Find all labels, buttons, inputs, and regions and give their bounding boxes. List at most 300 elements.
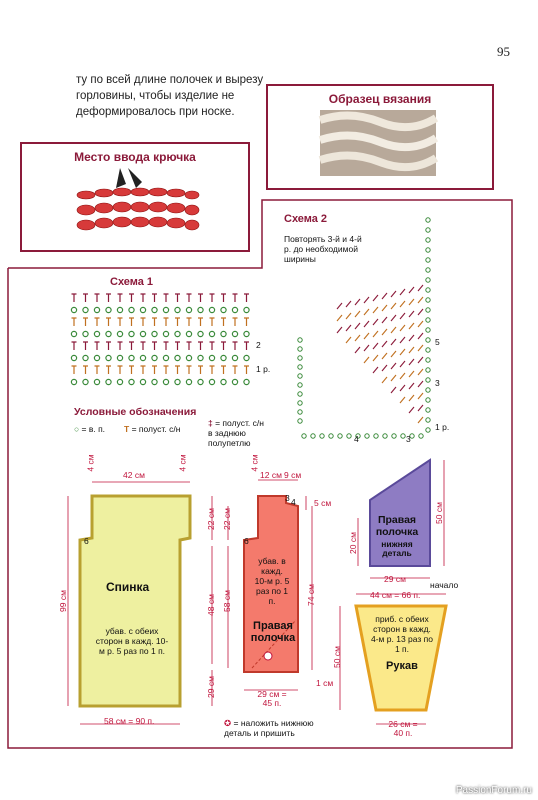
chain-stitch [198, 307, 203, 312]
chain-stitch [83, 355, 88, 360]
chain-stitch [426, 358, 430, 362]
half-stitch [382, 305, 387, 311]
half-stitch [364, 357, 369, 363]
half-stitch [106, 342, 111, 350]
chain-stitch [244, 355, 249, 360]
half-stitch [373, 307, 378, 313]
half-stitch [106, 318, 111, 326]
chain-stitch [198, 355, 203, 360]
half-stitch [355, 311, 360, 317]
chain-stitch [320, 434, 324, 438]
lower-start: начало [430, 580, 459, 590]
front-h-top: 22 см [221, 508, 232, 530]
front-bottom: 29 см = 45 п. [257, 689, 287, 708]
chain-stitch [347, 434, 351, 438]
half-stitch [418, 357, 423, 363]
front-three: 3 [285, 493, 290, 503]
chain-stitch [186, 355, 191, 360]
half-stitch [373, 355, 378, 361]
half-stitch [72, 294, 77, 302]
chain-stitch [209, 331, 214, 336]
half-stitch [198, 294, 203, 302]
half-stitch [409, 371, 414, 377]
half-stitch [373, 295, 378, 301]
half-stitch [418, 405, 423, 411]
half-stitch [418, 381, 423, 387]
scheme2-bottom4: 4 [354, 434, 359, 444]
half-stitch [400, 361, 405, 367]
chain-stitch [221, 331, 226, 336]
chain-stitch [221, 379, 226, 384]
half-stitch [400, 373, 405, 379]
back-side-left: 4 см [85, 454, 96, 472]
chain-stitch [426, 228, 430, 232]
chain-stitch [244, 307, 249, 312]
chain-stitch [175, 355, 180, 360]
half-stitch [373, 367, 378, 373]
chain-stitch [186, 331, 191, 336]
chain-stitch [426, 338, 430, 342]
chain-stitch [298, 356, 302, 360]
half-stitch [221, 294, 226, 302]
half-stitch [346, 313, 351, 319]
back-top-width: 42 см [123, 470, 145, 480]
chain-stitch [298, 392, 302, 396]
back-h-bot: 29 см [205, 676, 216, 698]
scheme1-row2: 2 [256, 340, 261, 350]
back-side-right: 4 см [177, 454, 188, 472]
half-stitch [382, 353, 387, 359]
half-stitch [210, 342, 215, 350]
chain-stitch [232, 331, 237, 336]
back-h-mid: 48 см [205, 594, 216, 616]
chain-stitch [129, 355, 134, 360]
chain-stitch [152, 379, 157, 384]
half-stitch [382, 293, 387, 299]
back-bottom: 58 см = 90 п. [104, 716, 155, 726]
front-top-right: 9 см [284, 470, 302, 480]
back-note: убав. с обеих сторон в кажд. 10-м р. 5 раз по 1 п. [95, 626, 169, 656]
half-stitch [83, 366, 88, 374]
half-stitch [409, 287, 414, 293]
half-stitch [418, 309, 423, 315]
chain-stitch [374, 434, 378, 438]
chain-stitch [426, 278, 430, 282]
half-stitch [391, 363, 396, 369]
half-stitch [418, 417, 423, 423]
half-stitch [373, 319, 378, 325]
chain-stitch [426, 388, 430, 392]
half-stitch [152, 318, 157, 326]
half-stitch [400, 337, 405, 343]
chain-stitch [106, 355, 111, 360]
chain-stitch [152, 307, 157, 312]
chain-stitch [152, 355, 157, 360]
legend-title: Условные обозначения [74, 406, 197, 418]
chain-stitch [152, 331, 157, 336]
half-stitch [187, 366, 192, 374]
chain-stitch [83, 379, 88, 384]
chain-stitch [71, 379, 76, 384]
chain-stitch [106, 331, 111, 336]
half-stitch [400, 313, 405, 319]
half-stitch [129, 342, 134, 350]
chain-stitch [140, 355, 145, 360]
front-h-bot: 1 см [316, 678, 334, 688]
half-stitch [391, 327, 396, 333]
attach-note [224, 718, 324, 738]
legend-half-text: = полуст. с/н [131, 424, 181, 434]
half-stitch [244, 366, 249, 374]
chain-stitch [117, 307, 122, 312]
chain-stitch [106, 307, 111, 312]
half-stitch [391, 339, 396, 345]
scheme2-title: Схема 2 [284, 213, 328, 225]
chain-stitch [163, 331, 168, 336]
chain-stitch [198, 331, 203, 336]
chain-stitch [186, 307, 191, 312]
half-stitch [355, 347, 360, 353]
half-stitch [364, 309, 369, 315]
half-stitch [418, 393, 423, 399]
half-stitch [391, 315, 396, 321]
chain-stitch [298, 365, 302, 369]
legend-half [124, 424, 180, 434]
chain-stitch [298, 410, 302, 414]
half-stitch [152, 366, 157, 374]
half-stitch [164, 342, 169, 350]
chain-stitch [198, 379, 203, 384]
chain-stitch [298, 383, 302, 387]
scheme2-note: Повторять 3-й и 4-й р. до необходимой ширины [284, 234, 362, 264]
lower-title: Правая полочка [375, 514, 419, 538]
half-stitch [391, 387, 396, 393]
half-stitch [418, 345, 423, 351]
chain-stitch [298, 419, 302, 423]
front-h-right: 5 см [314, 498, 332, 508]
legend-vp [74, 424, 105, 434]
scheme1-row1: 1 р. [256, 364, 271, 374]
half-stitch [83, 318, 88, 326]
chain-stitch [426, 238, 430, 242]
chain-stitch [244, 379, 249, 384]
chain-stitch [298, 401, 302, 405]
front-title: Правая полочка [250, 620, 296, 644]
half-stitch [187, 318, 192, 326]
lower-height: 50 см [433, 502, 444, 524]
legend-half-back [208, 418, 268, 448]
half-stitch [152, 294, 157, 302]
chain-stitch [365, 434, 369, 438]
half-stitch [391, 303, 396, 309]
half-stitch [187, 342, 192, 350]
chain-stitch [83, 331, 88, 336]
chain-stitch [71, 355, 76, 360]
chain-stitch [106, 379, 111, 384]
chain-stitch [419, 434, 423, 438]
half-stitch [175, 342, 180, 350]
half-stitch [400, 325, 405, 331]
sleeve-title: Рукав [386, 660, 418, 672]
half-stitch [418, 285, 423, 291]
half-stitch [364, 345, 369, 351]
half-stitch [118, 294, 123, 302]
chain-stitch [426, 268, 430, 272]
scheme2-row1: 1 р. [435, 422, 450, 432]
half-stitch [400, 289, 405, 295]
chain-stitch [140, 331, 145, 336]
sample-box [266, 84, 494, 190]
half-stitch [355, 299, 360, 305]
half-stitch [382, 377, 387, 383]
half-stitch [382, 317, 387, 323]
legend-half-back-text: = полуст. с/н в заднюю полупетлю [208, 418, 264, 448]
back-h-top: 22 см [205, 508, 216, 530]
chain-stitch [383, 434, 387, 438]
chain-stitch [426, 348, 430, 352]
half-stitch [244, 318, 249, 326]
half-stitch [221, 366, 226, 374]
half-stitch [418, 369, 423, 375]
chain-stitch [83, 307, 88, 312]
chain-stitch [209, 379, 214, 384]
half-stitch [244, 342, 249, 350]
chain-stitch [117, 379, 122, 384]
chain-stitch [221, 307, 226, 312]
half-stitch [409, 383, 414, 389]
half-stitch [198, 342, 203, 350]
half-stitch [175, 294, 180, 302]
chain-stitch [221, 355, 226, 360]
intro-text: ту по всей длине полочек и вырезу горловины, чтобы изделие не деформировалось при носке. [76, 74, 264, 118]
half-stitch [210, 294, 215, 302]
sleeve-height: 50 см [331, 646, 342, 668]
half-stitch [198, 318, 203, 326]
half-stitch [346, 301, 351, 307]
chain-stitch [129, 331, 134, 336]
half-stitch-icon: T [124, 424, 130, 434]
half-stitch [400, 397, 405, 403]
scheme2-row5: 5 [435, 337, 440, 347]
scheme1-title: Схема 1 [110, 276, 154, 288]
sleeve-note: приб. с обеих сторон в кажд. 4-м р. 13 раз по 1 п. [371, 614, 433, 654]
chain-stitch [232, 355, 237, 360]
half-stitch [391, 351, 396, 357]
chain-stitch [71, 331, 76, 336]
front-top-left: 4 см [249, 454, 260, 472]
back-piece-shape [80, 496, 190, 706]
sleeve-top: 44 см = 66 п. [370, 590, 421, 600]
chain-stitch [175, 331, 180, 336]
half-stitch [210, 366, 215, 374]
half-stitch [337, 303, 342, 309]
front-four: 4 [291, 497, 296, 507]
half-stitch [391, 375, 396, 381]
lower-bottom: 29 см [384, 574, 406, 584]
chain-stitch [209, 307, 214, 312]
half-stitch [95, 342, 100, 350]
half-stitch [337, 315, 342, 321]
half-stitch [72, 366, 77, 374]
chain-stitch [426, 378, 430, 382]
chain-stitch [163, 307, 168, 312]
chain-stitch [244, 331, 249, 336]
half-stitch [210, 318, 215, 326]
chain-stitch [338, 434, 342, 438]
half-stitch [364, 321, 369, 327]
half-stitch [355, 335, 360, 341]
half-stitch [106, 366, 111, 374]
chain-stitch [426, 218, 430, 222]
half-stitch [141, 366, 146, 374]
front-six: 6 [244, 536, 249, 546]
half-stitch [118, 342, 123, 350]
half-stitch [364, 333, 369, 339]
half-stitch [337, 327, 342, 333]
chain-stitch [94, 307, 99, 312]
half-stitch [233, 366, 238, 374]
chain-stitch [329, 434, 333, 438]
chain-stitch [426, 428, 430, 432]
half-stitch [400, 301, 405, 307]
half-stitch [164, 318, 169, 326]
chain-stitch [426, 288, 430, 292]
half-stitch [198, 366, 203, 374]
chain-stitch [129, 379, 134, 384]
half-stitch [409, 359, 414, 365]
chain-stitch [298, 338, 302, 342]
chain-stitch [71, 307, 76, 312]
legend-vp-text: = в. п. [81, 424, 106, 434]
chain-stitch [175, 379, 180, 384]
half-stitch [95, 294, 100, 302]
half-stitch [418, 333, 423, 339]
half-stitch [233, 342, 238, 350]
front-h-mid: 58 см [221, 590, 232, 612]
lower-left-h: 20 см [347, 532, 358, 554]
chain-stitch [426, 328, 430, 332]
half-stitch [141, 294, 146, 302]
chain-stitch [311, 434, 315, 438]
half-stitch [346, 337, 351, 343]
vp-icon: ○ [74, 424, 80, 434]
chain-stitch [232, 307, 237, 312]
half-stitch [409, 311, 414, 317]
chain-stitch [298, 374, 302, 378]
half-stitch [164, 294, 169, 302]
half-stitch [141, 342, 146, 350]
lower-subtitle: нижняя деталь [381, 539, 413, 558]
half-stitch [175, 366, 180, 374]
attach-icon: ✪ [224, 718, 232, 728]
half-stitch [106, 294, 111, 302]
half-stitch [373, 343, 378, 349]
back-six: 6 [84, 536, 89, 546]
hook-box-title: Место ввода крючка [74, 150, 196, 164]
scheme2-row3: 3 [435, 378, 440, 388]
chain-stitch [426, 308, 430, 312]
footer-watermark: PassionForum.ru [455, 785, 532, 796]
chain-stitch [94, 331, 99, 336]
half-stitch [129, 318, 134, 326]
chain-stitch [163, 379, 168, 384]
half-stitch [129, 294, 134, 302]
half-stitch [382, 341, 387, 347]
half-stitch [418, 321, 423, 327]
half-stitch [187, 294, 192, 302]
half-stitch [409, 323, 414, 329]
half-stitch [409, 395, 414, 401]
chain-stitch [392, 434, 396, 438]
half-stitch [141, 318, 146, 326]
scheme2-bottom3: 3 [406, 434, 411, 444]
chain-stitch [94, 355, 99, 360]
half-stitch [83, 294, 88, 302]
front-top-mid: 12 см [260, 470, 282, 480]
chain-stitch [163, 355, 168, 360]
sleeve-bottom: 26 см = 40 п. [388, 719, 418, 738]
chain-stitch [401, 434, 405, 438]
chain-stitch [140, 307, 145, 312]
sample-box-title: Образец вязания [328, 92, 432, 106]
half-stitch [409, 347, 414, 353]
chain-stitch [117, 355, 122, 360]
half-stitch [95, 366, 100, 374]
half-stitch [400, 385, 405, 391]
half-stitch [382, 329, 387, 335]
back-title: Спинка [106, 580, 150, 594]
chain-stitch [186, 379, 191, 384]
chain-stitch [175, 307, 180, 312]
half-stitch [409, 299, 414, 305]
half-stitch [152, 342, 157, 350]
chain-stitch [426, 368, 430, 372]
half-stitch [391, 291, 396, 297]
attach-note-text: = наложить нижнюю деталь и пришить [224, 718, 314, 738]
scheme1-diagram [71, 294, 249, 385]
chain-stitch [140, 379, 145, 384]
half-stitch [233, 294, 238, 302]
chain-stitch [426, 408, 430, 412]
page-number: 95 [497, 44, 510, 59]
half-stitch [409, 407, 414, 413]
chain-stitch [426, 298, 430, 302]
half-stitch [83, 342, 88, 350]
half-stitch [164, 366, 169, 374]
half-stitch [400, 349, 405, 355]
half-stitch [72, 342, 77, 350]
half-stitch [346, 325, 351, 331]
chain-stitch [426, 418, 430, 422]
half-stitch [382, 365, 387, 371]
half-stitch [233, 318, 238, 326]
chain-stitch [232, 379, 237, 384]
half-stitch [118, 318, 123, 326]
half-back-icon: ‡ [208, 418, 213, 428]
back-height: 99 см [57, 590, 68, 612]
half-stitch [221, 342, 226, 350]
half-stitch [355, 323, 360, 329]
chain-stitch [298, 347, 302, 351]
chain-stitch [209, 355, 214, 360]
half-stitch [364, 297, 369, 303]
chain-stitch [129, 307, 134, 312]
half-stitch [129, 366, 134, 374]
half-stitch [244, 294, 249, 302]
front-h-total: 74 см [305, 584, 316, 606]
chain-stitch [302, 434, 306, 438]
front-note: убав. в кажд. 10-м р. 5 раз по 1 п. [254, 556, 290, 606]
